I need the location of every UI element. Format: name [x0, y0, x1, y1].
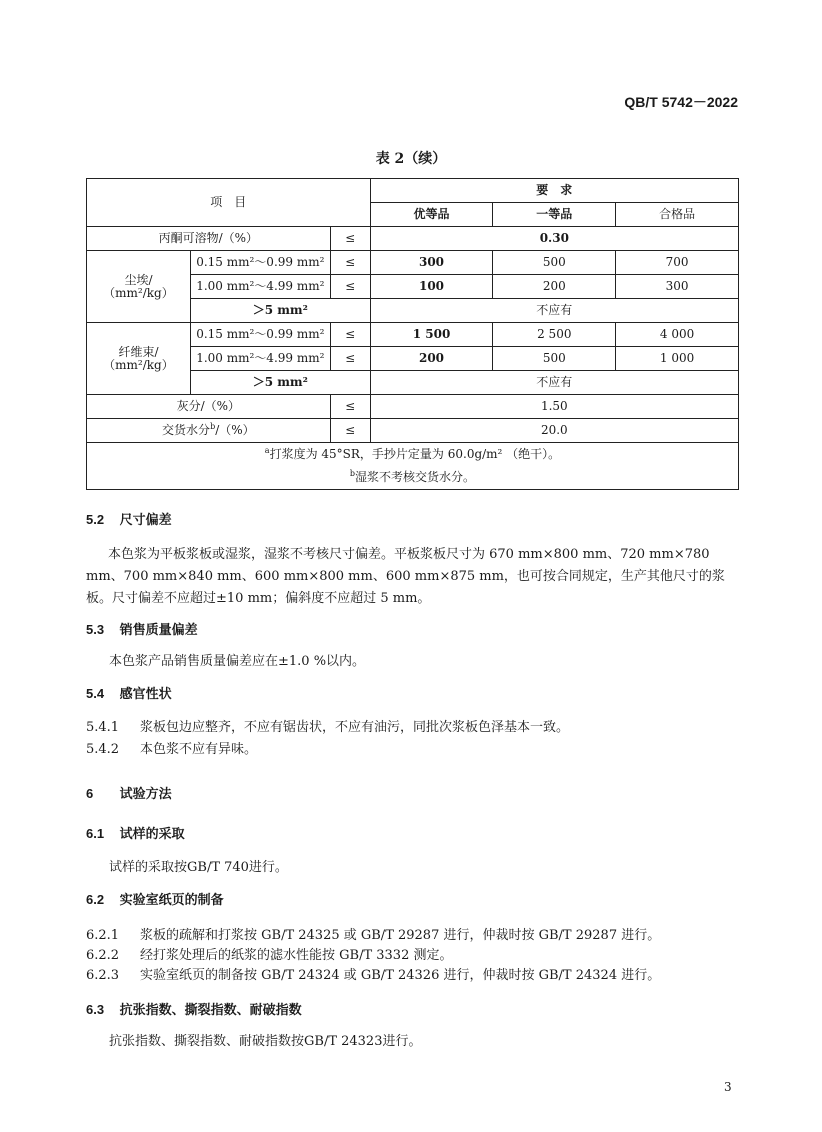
dust-label-2: （mm²/kg） [103, 285, 174, 300]
section-5-4-1-body: 浆板包边应整齐，不应有锯齿状，不应有油污，同批次浆板色泽基本一致。 [140, 720, 570, 735]
header-item: 项 目 [87, 179, 371, 227]
fiber-range-3: ＞5 mm² [190, 371, 370, 395]
moisture-label-tail: /（%） [215, 423, 255, 437]
row-dust-1 [87, 251, 739, 275]
dust-1-premium: 300 [370, 251, 493, 275]
note-b-text: 湿浆不考核交货水分。 [355, 470, 476, 484]
ash-op: ≤ [330, 395, 370, 419]
fiber-3-value: 不应有 [370, 371, 738, 395]
section-5-3-num: 5.3 [86, 622, 105, 637]
section-5-2-heading [86, 510, 172, 530]
section-5-3-body: 本色浆产品销售质量偏差应在±1.0 %以内。 [109, 654, 366, 669]
section-5-3-title: 销售质量偏差 [119, 622, 198, 637]
section-6-3-heading [86, 1000, 302, 1020]
row-note-a [87, 443, 739, 467]
dust-range-2: 1.00 mm²～4.99 mm² [190, 275, 330, 299]
row-note-b [87, 466, 739, 490]
note-a [87, 443, 739, 467]
dust-1-first: 500 [493, 251, 616, 275]
moisture-op: ≤ [330, 419, 370, 443]
section-6-1-title: 试样的采取 [119, 826, 185, 841]
section-6-num: 6 [86, 786, 94, 801]
dust-3-value: 不应有 [370, 299, 738, 323]
grade-premium: 优等品 [370, 203, 493, 227]
dust-2-premium: 100 [370, 275, 493, 299]
note-b [87, 466, 739, 490]
section-6-2-num: 6.2 [86, 892, 105, 907]
moisture-value: 20.0 [370, 419, 738, 443]
dust-op-1: ≤ [330, 251, 370, 275]
section-5-4-2-num: 5.4.2 [86, 742, 120, 757]
dust-range-3: ＞5 mm² [190, 299, 370, 323]
page-number: 3 [724, 1080, 732, 1094]
moisture-label-text: 交货水分 [162, 423, 211, 437]
section-6-2-1-body: 浆板的疏解和打浆按 GB/T 24325 或 GB/T 29287 进行，仲裁时按 GB/T 29287 进行。 [140, 928, 661, 943]
fiber-2-premium: 200 [370, 347, 493, 371]
acetone-value: 0.30 [370, 227, 738, 251]
section-6-1-heading [86, 824, 185, 844]
note-a-text: 打浆度为 45°SR，手抄片定量为 60.0g/m² （绝干）。 [269, 447, 561, 461]
section-5-4-2 [86, 740, 257, 760]
moisture-label [87, 419, 331, 443]
dust-2-qualified: 300 [616, 275, 739, 299]
note-a-mark: a [264, 446, 270, 455]
section-6-3-num: 6.3 [86, 1002, 105, 1017]
section-6-2-heading [86, 890, 224, 910]
row-acetone [87, 227, 739, 251]
grade-first: 一等品 [493, 203, 616, 227]
section-5-3-heading [86, 620, 198, 640]
fiber-1-premium: 1 500 [370, 323, 493, 347]
ash-value: 1.50 [370, 395, 738, 419]
row-moisture [87, 419, 739, 443]
fiber-label-2: （mm²/kg） [103, 357, 174, 372]
fiber-range-2: 1.00 mm²～4.99 mm² [190, 347, 330, 371]
section-6-2-title: 实验室纸页的制备 [119, 892, 224, 907]
acetone-op: ≤ [330, 227, 370, 251]
section-6-3-body: 抗张指数、撕裂指数、耐破指数按GB/T 24323进行。 [109, 1034, 422, 1049]
fiber-label-1: 纤维束/ [118, 344, 159, 359]
section-6-1-body: 试样的采取按GB/T 740进行。 [109, 860, 288, 875]
fiber-op-1: ≤ [330, 323, 370, 347]
row-fiber-1 [87, 323, 739, 347]
dust-label-1: 尘埃/ [124, 272, 153, 287]
dust-range-1: 0.15 mm²～0.99 mm² [190, 251, 330, 275]
section-5-2-num: 5.2 [86, 512, 105, 527]
grade-qualified: 合格品 [616, 203, 739, 227]
section-5-4-heading [86, 684, 172, 704]
fiber-1-qualified: 4 000 [616, 323, 739, 347]
dust-op-2: ≤ [330, 275, 370, 299]
moisture-footnote-mark: b [210, 422, 216, 431]
section-6-1-num: 6.1 [86, 826, 105, 841]
section-5-4-1 [86, 718, 569, 738]
section-6-2-3-num: 6.2.3 [86, 968, 120, 983]
spec-table [86, 178, 739, 490]
section-5-2-body: 本色浆为平板浆板或湿浆，湿浆不考核尺寸偏差。平板浆板尺寸为 670 mm×800 mm、720 mm×780 mm、700 mm×840 mm、600 mm×800 mm、600 mm×875 mm，也可按合同规定，生产其他尺寸的浆板。尺寸偏差不应超过±10 mm；偏斜度不应超过 5 mm。 [86, 547, 725, 606]
dust-1-qualified: 700 [616, 251, 739, 275]
fiber-label [87, 323, 191, 395]
section-6-2-2-num: 6.2.2 [86, 948, 120, 963]
fiber-2-qualified: 1 000 [616, 347, 739, 371]
section-6-heading [86, 784, 172, 804]
fiber-1-first: 2 500 [493, 323, 616, 347]
ash-label: 灰分/（%） [87, 395, 331, 419]
section-6-2-2-body: 经打浆处理后的纸浆的滤水性能按 GB/T 3332 测定。 [140, 948, 453, 963]
section-5-4-2-body: 本色浆不应有异味。 [140, 742, 258, 757]
acetone-label: 丙酮可溶物/（%） [87, 227, 331, 251]
dust-2-first: 200 [493, 275, 616, 299]
section-6-title: 试验方法 [119, 786, 172, 801]
fiber-range-1: 0.15 mm²～0.99 mm² [190, 323, 330, 347]
section-6-2-2 [86, 946, 452, 966]
row-ash [87, 395, 739, 419]
table-header-row [87, 179, 739, 203]
fiber-op-2: ≤ [330, 347, 370, 371]
section-6-2-3 [86, 966, 660, 986]
section-6-2-3-body: 实验室纸页的制备按 GB/T 24324 或 GB/T 24326 进行，仲裁时按 GB/T 24324 进行。 [140, 968, 661, 983]
dust-label [87, 251, 191, 323]
note-b-mark: b [349, 469, 356, 478]
section-6-3-title: 抗张指数、撕裂指数、耐破指数 [119, 1002, 302, 1017]
section-5-2-title: 尺寸偏差 [119, 512, 172, 527]
section-5-4-1-num: 5.4.1 [86, 720, 120, 735]
section-6-2-1-num: 6.2.1 [86, 928, 120, 943]
header-requirement: 要 求 [370, 179, 738, 203]
table-title: 表 2（续） [375, 151, 447, 167]
fiber-2-first: 500 [493, 347, 616, 371]
section-5-4-num: 5.4 [86, 686, 105, 701]
standard-code: QB/T 5742－2022 [624, 94, 738, 110]
section-6-2-1 [86, 926, 660, 946]
section-5-4-title: 感官性状 [119, 686, 172, 701]
